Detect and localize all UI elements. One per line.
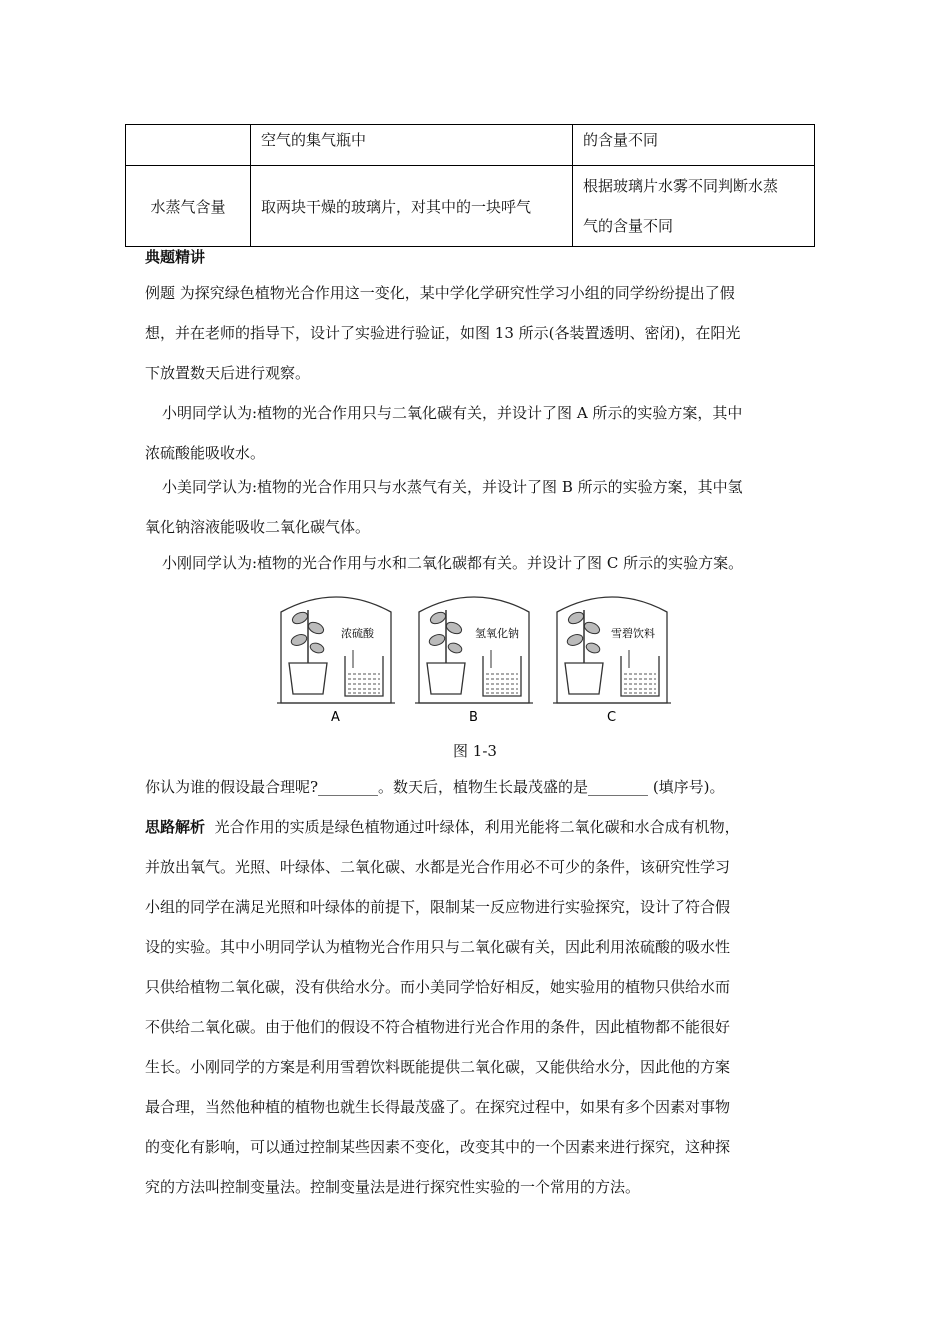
text-line: 下放置数天后进行观察。 xyxy=(145,364,311,382)
text-line: 氧化钠溶液能吸收二氧化碳气体。 xyxy=(145,518,371,536)
analysis-paragraph xyxy=(145,807,815,1207)
text-line: 小刚同学认为:植物的光合作用与水和二氧化碳都有关。并设计了图 C 所示的实验方案。 xyxy=(162,554,744,572)
liquid-texture xyxy=(486,674,518,693)
leaf xyxy=(290,633,308,648)
liquid-texture xyxy=(624,674,656,693)
xiaoming-paragraph xyxy=(145,393,815,473)
text-line: 最合理，当然他种植的植物也就生长得最茂盛了。在探究过程中，如果有多个因素对事物 xyxy=(145,1098,731,1116)
leaf xyxy=(583,620,602,636)
text-line: 小美同学认为:植物的光合作用只与水蒸气有关，并设计了图 B 所示的实验方案，其中氢 xyxy=(162,478,743,496)
text-line: 想，并在老师的指导下，设计了实验进行验证，如图 13 所示(各装置透明、密闭)，在阳光 xyxy=(145,324,741,342)
figure-caption: 图 1-3 xyxy=(453,742,497,760)
question-line: 你认为谁的假设最合理呢?________。数天后，植物生长最茂盛的是________ (填序号)。 xyxy=(145,778,725,796)
reagent-label: 浓硫酸 xyxy=(341,627,374,640)
beaker xyxy=(621,656,659,696)
reagent-label: 雪碧饮料 xyxy=(611,627,655,640)
leaf xyxy=(447,641,463,654)
xiaomei-paragraph xyxy=(145,467,815,547)
xiaogang-paragraph xyxy=(145,543,815,583)
table-cell: 空气的集气瓶中 xyxy=(251,125,573,166)
text-line: 小组的同学在满足光照和叶绿体的前提下，限制某一反应物进行实验探究，设计了符合假 xyxy=(145,898,731,916)
text-line: 小明同学认为:植物的光合作用只与二氧化碳有关，并设计了图 A 所示的实验方案，其中 xyxy=(162,404,743,422)
panel-c xyxy=(553,597,671,723)
leaf xyxy=(567,610,586,626)
text-line: 不供给二氧化碳。由于他们的假设不符合植物进行光合作用的条件，因此植物都不能很好 xyxy=(145,1018,731,1036)
table-cell: 取两块干燥的玻璃片，对其中的一块呼气 xyxy=(251,166,573,247)
panel-letter: A xyxy=(331,710,340,723)
text-line: 究的方法叫控制变量法。控制变量法是进行探究性实验的一个常用的方法。 xyxy=(145,1178,641,1196)
text-line: 设的实验。其中小明同学认为植物光合作用只与二氧化碳有关，因此利用浓硫酸的吸水性 xyxy=(145,938,731,956)
cell-line: 根据玻璃片水雾不同判断水蒸 xyxy=(583,177,779,195)
leaf xyxy=(445,620,464,636)
panel-letter: C xyxy=(607,710,617,723)
table-cell: 的含量不同 xyxy=(573,125,815,166)
text-line: 并放出氧气。光照、叶绿体、二氧化碳、水都是光合作用必不可少的条件，该研究性学习 xyxy=(145,858,731,876)
table-cell xyxy=(126,125,251,166)
flower-pot xyxy=(427,663,465,694)
table-cell xyxy=(573,166,815,247)
text-line xyxy=(145,807,815,847)
leaf xyxy=(309,641,325,654)
experiment-figure xyxy=(275,588,675,723)
reagent-label: 氢氧化钠 xyxy=(475,627,519,640)
beaker xyxy=(483,656,521,696)
analysis-label: 思路解析 xyxy=(145,818,206,836)
panel-b xyxy=(415,597,533,723)
section-title: 典题精讲 xyxy=(145,248,206,266)
leaf xyxy=(428,633,446,648)
table-cell: 水蒸气含量 xyxy=(126,166,251,247)
leaf xyxy=(429,610,448,626)
text-line: 浓硫酸能吸收水。 xyxy=(145,444,266,462)
leaf xyxy=(307,620,326,636)
flower-pot xyxy=(565,663,603,694)
text-line: 只供给植物二氧化碳，没有供给水分。而小美同学恰好相反，她实验用的植物只供给水而 xyxy=(145,978,731,996)
leaf xyxy=(566,633,584,648)
panel-a xyxy=(277,597,395,723)
comparison-table xyxy=(125,124,815,247)
text-line: 的变化有影响，可以通过控制某些因素不变化，改变其中的一个因素来进行探究，这种探 xyxy=(145,1138,731,1156)
text-line: 生长。小刚同学的方案是利用雪碧饮料既能提供二氧化碳，又能供给水分，因此他的方案 xyxy=(145,1058,731,1076)
panel-letter: B xyxy=(469,710,478,723)
analysis-text: 光合作用的实质是绿色植物通过叶绿体，利用光能将二氧化碳和水合成有机物， xyxy=(214,818,740,836)
example-paragraph xyxy=(145,273,815,393)
flower-pot xyxy=(289,663,327,694)
table-row xyxy=(126,166,815,247)
leaf xyxy=(291,610,310,626)
leaf xyxy=(585,641,601,654)
text-line: 例题 为探究绿色植物光合作用这一变化，某中学化学研究性学习小组的同学纷纷提出了假 xyxy=(145,284,735,302)
cell-line: 气的含量不同 xyxy=(583,217,674,235)
table-row xyxy=(126,125,815,166)
